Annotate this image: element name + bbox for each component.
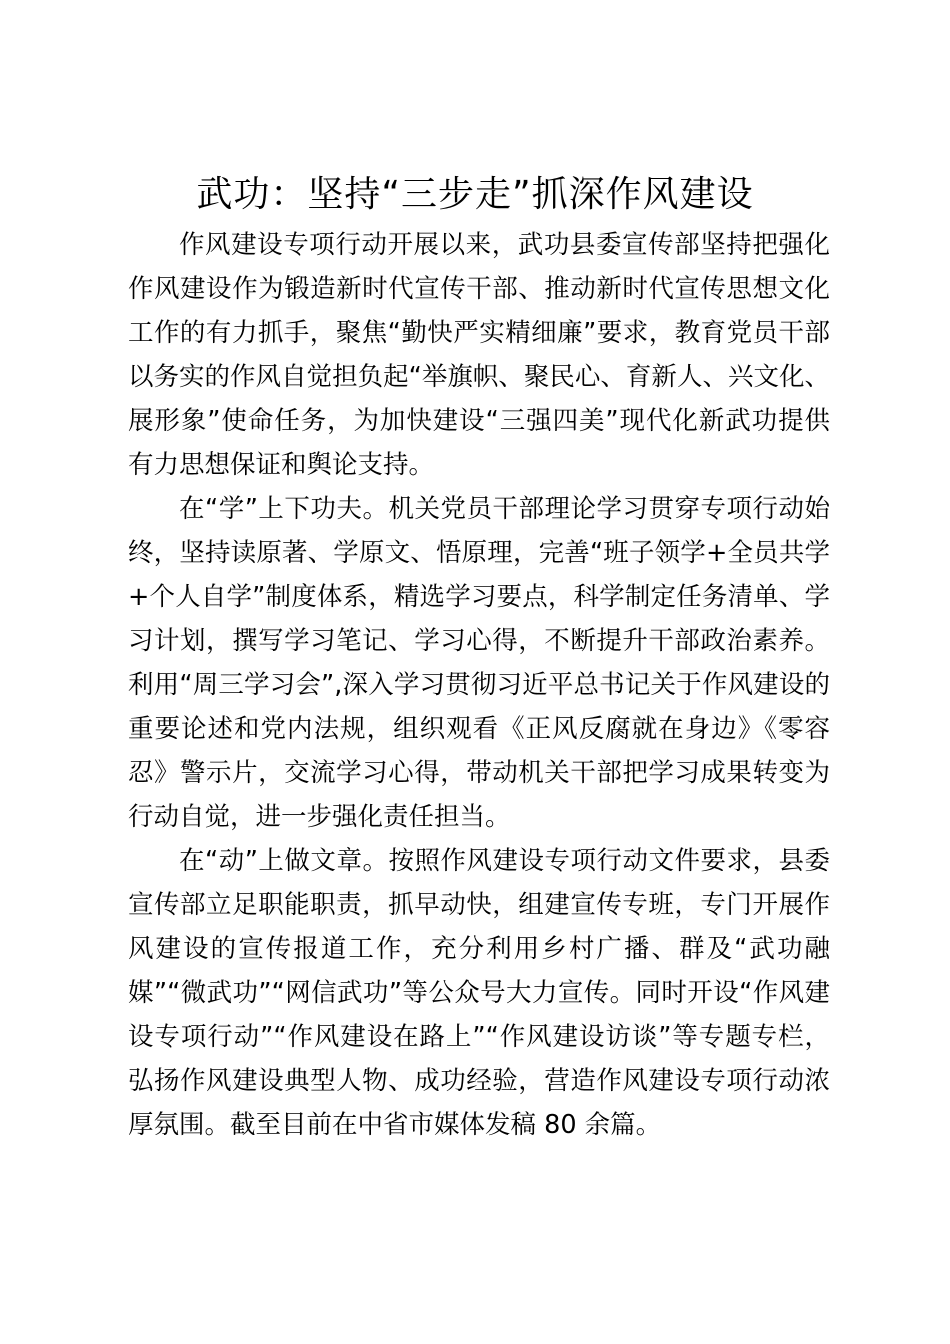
paragraph-intro: 作风建设专项行动开展以来，武功县委宣传部坚持把强化作风建设作为锻造新时代宣传干部、推动新时代宣传思想文化工作的有力抓手，聚焦“勤快严实精细廉”要求，教育党员干部以务实的作风自觉担负起“举旗帜、聚民心、育新人、兴文化、展形象”使命任务，为加快建设“三强四美”现代化新武功提供有力思想保证和舆论支持。 [128, 230, 830, 480]
paragraph-action: 在“动”上做文章。按照作风建设专项行动文件要求，县委宣传部立足职能职责，抓早动快，组建宣传专班，专门开展作风建设的宣传报道工作，充分利用乡村广播、群及“武功融媒”“微武功”“网信武功”等公众号大力宣传。同时开设“作风建设专项行动”“作风建设在路上”“作风建设访谈”等专题专栏，弘扬作风建设典型人物、成功经验，营造作风建设专项行动浓厚氛围。截至目前在中省市媒体发稿 80 余篇。 [128, 846, 830, 1140]
paragraph-study: 在“学”上下功夫。机关党员干部理论学习贯穿专项行动始终，坚持读原著、学原文、悟原理，完善“班子领学+全员共学+个人自学”制度体系，精选学习要点，科学制定任务清单、学习计划，撰写学习笔记、学习心得，不断提升干部政治素养。利用“周三学习会”,深入学习贯彻习近平总书记关于作风建设的重要论述和党内法规，组织观看《正风反腐就在身边》《零容忍》警示片，交流学习心得，带动机关干部把学习成果转变为行动自觉，进一步强化责任担当。 [128, 494, 830, 832]
document-title: 武功：坚持“三步走”抓深作风建设 [196, 174, 754, 215]
document-body [128, 223, 830, 1147]
